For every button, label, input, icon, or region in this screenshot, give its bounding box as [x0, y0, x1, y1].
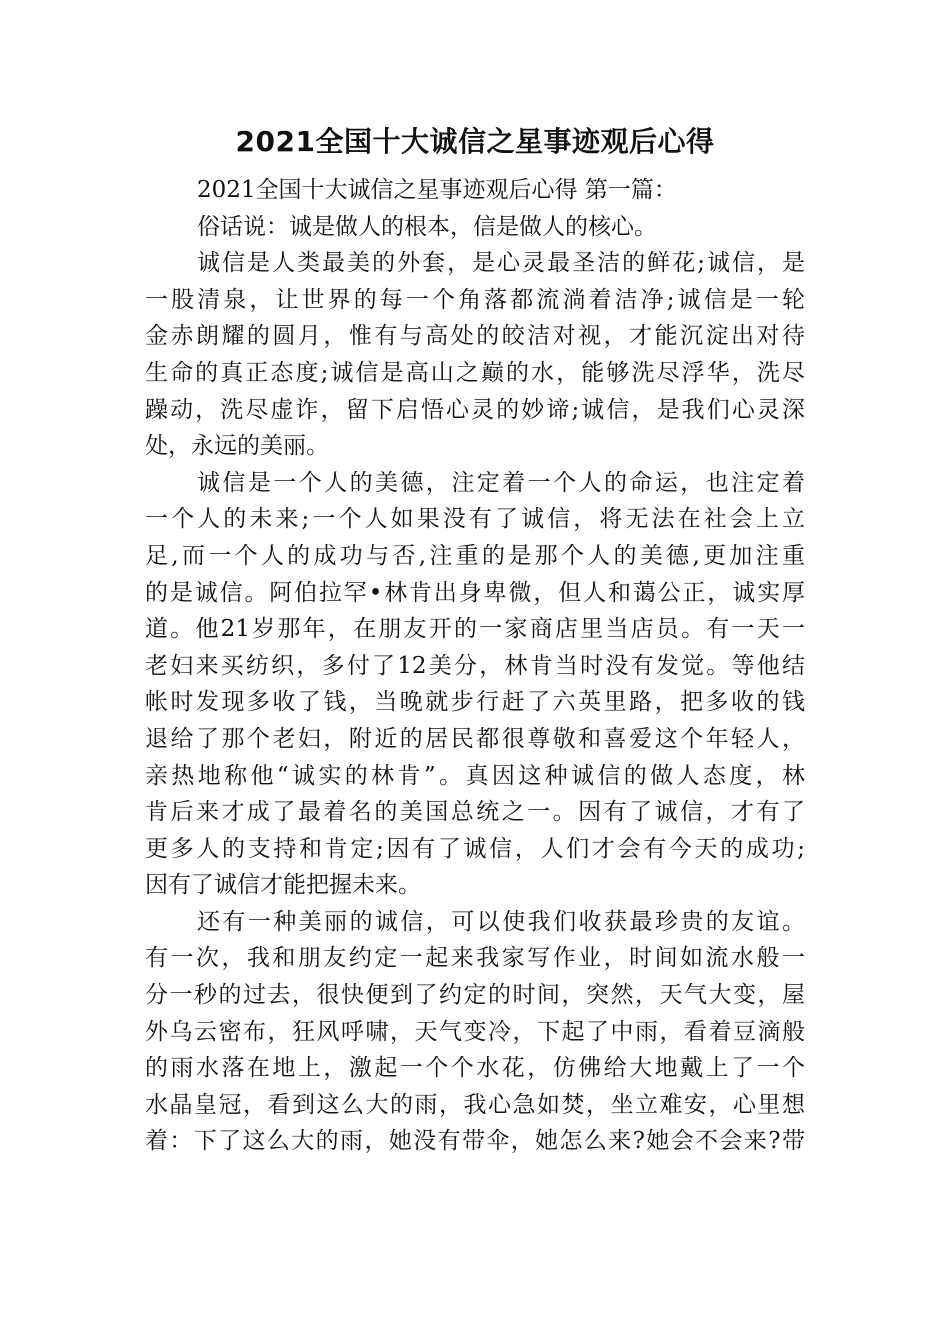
text-line: 生命的真正态度;诚信是高山之巅的水，能够洗尽浮华，洗尽 [145, 359, 805, 386]
text-line: 有一次，我和朋友约定一起来我家写作业，时间如流水般一 [145, 945, 805, 972]
text-line: 水晶皇冠，看到这么大的雨，我心急如焚，坐立难安，心里想 [145, 1091, 805, 1118]
text-line: 一个人的未来;一个人如果没有了诚信，将无法在社会上立 [145, 506, 805, 533]
document-body [145, 172, 805, 1160]
text-line: 帐时发现多收了钱，当晚就步行赶了六英里路，把多收的钱 [145, 689, 805, 716]
text-line: 着：下了这么大的雨，她没有带伞，她怎么来?她会不会来?带 [145, 1128, 805, 1155]
text-line: 2021全国十大诚信之星事迹观后心得 第一篇： [197, 177, 677, 203]
text-line: 足,而一个人的成功与否,注重的是那个人的美德,更加注重 [145, 542, 805, 569]
text-line: 外乌云密布，狂风呼啸，天气变冷，下起了中雨，看着豆滴般 [145, 1018, 805, 1045]
text-line: 退给了那个老妇，附近的居民都很尊敬和喜爱这个年轻人， [145, 725, 805, 752]
text-line: 的是诚信。阿伯拉罕•林肯出身卑微，但人和蔼公正，诚实厚 [145, 579, 805, 606]
text-line: 俗话说：诚是做人的根本，信是做人的核心。 [197, 213, 657, 240]
text-line: 躁动，洗尽虚诈，留下启悟心灵的妙谛;诚信，是我们心灵深 [145, 396, 805, 423]
text-line: 处，永远的美丽。 [145, 433, 329, 460]
text-line: 更多人的支持和肯定;因有了诚信，人们才会有今天的成功; [145, 835, 805, 862]
text-line: 因有了诚信才能把握未来。 [145, 872, 421, 899]
text-line: 老妇来买纺织，多付了12美分，林肯当时没有发觉。等他结 [145, 652, 805, 679]
document-title: 2021全国十大诚信之星事迹观后心得 [235, 125, 715, 158]
text-line: 诚信是人类最美的外套，是心灵最圣洁的鲜花;诚信，是 [197, 250, 805, 277]
text-line: 亲热地称他“诚实的林肯”。真因这种诚信的做人态度，林 [145, 762, 805, 789]
text-line: 金赤朗耀的圆月，惟有与高处的皎洁对视，才能沉淀出对待 [145, 323, 805, 350]
text-line: 一股清泉，让世界的每一个角落都流淌着洁净;诚信是一轮 [145, 286, 805, 313]
document-page [145, 112, 805, 1160]
text-line: 还有一种美丽的诚信，可以使我们收获最珍贵的友谊。 [197, 908, 805, 935]
text-line: 诚信是一个人的美德，注定着一个人的命运，也注定着 [197, 469, 805, 496]
text-line: 肯后来才成了最着名的美国总统之一。因有了诚信，才有了 [145, 799, 805, 826]
text-line: 道。他21岁那年，在朋友开的一家商店里当店员。有一天一 [145, 616, 805, 643]
text-line: 的雨水落在地上，激起一个个水花，仿佛给大地戴上了一个 [145, 1055, 805, 1082]
text-line: 分一秒的过去，很快便到了约定的时间，突然，天气大变，屋 [145, 982, 805, 1009]
